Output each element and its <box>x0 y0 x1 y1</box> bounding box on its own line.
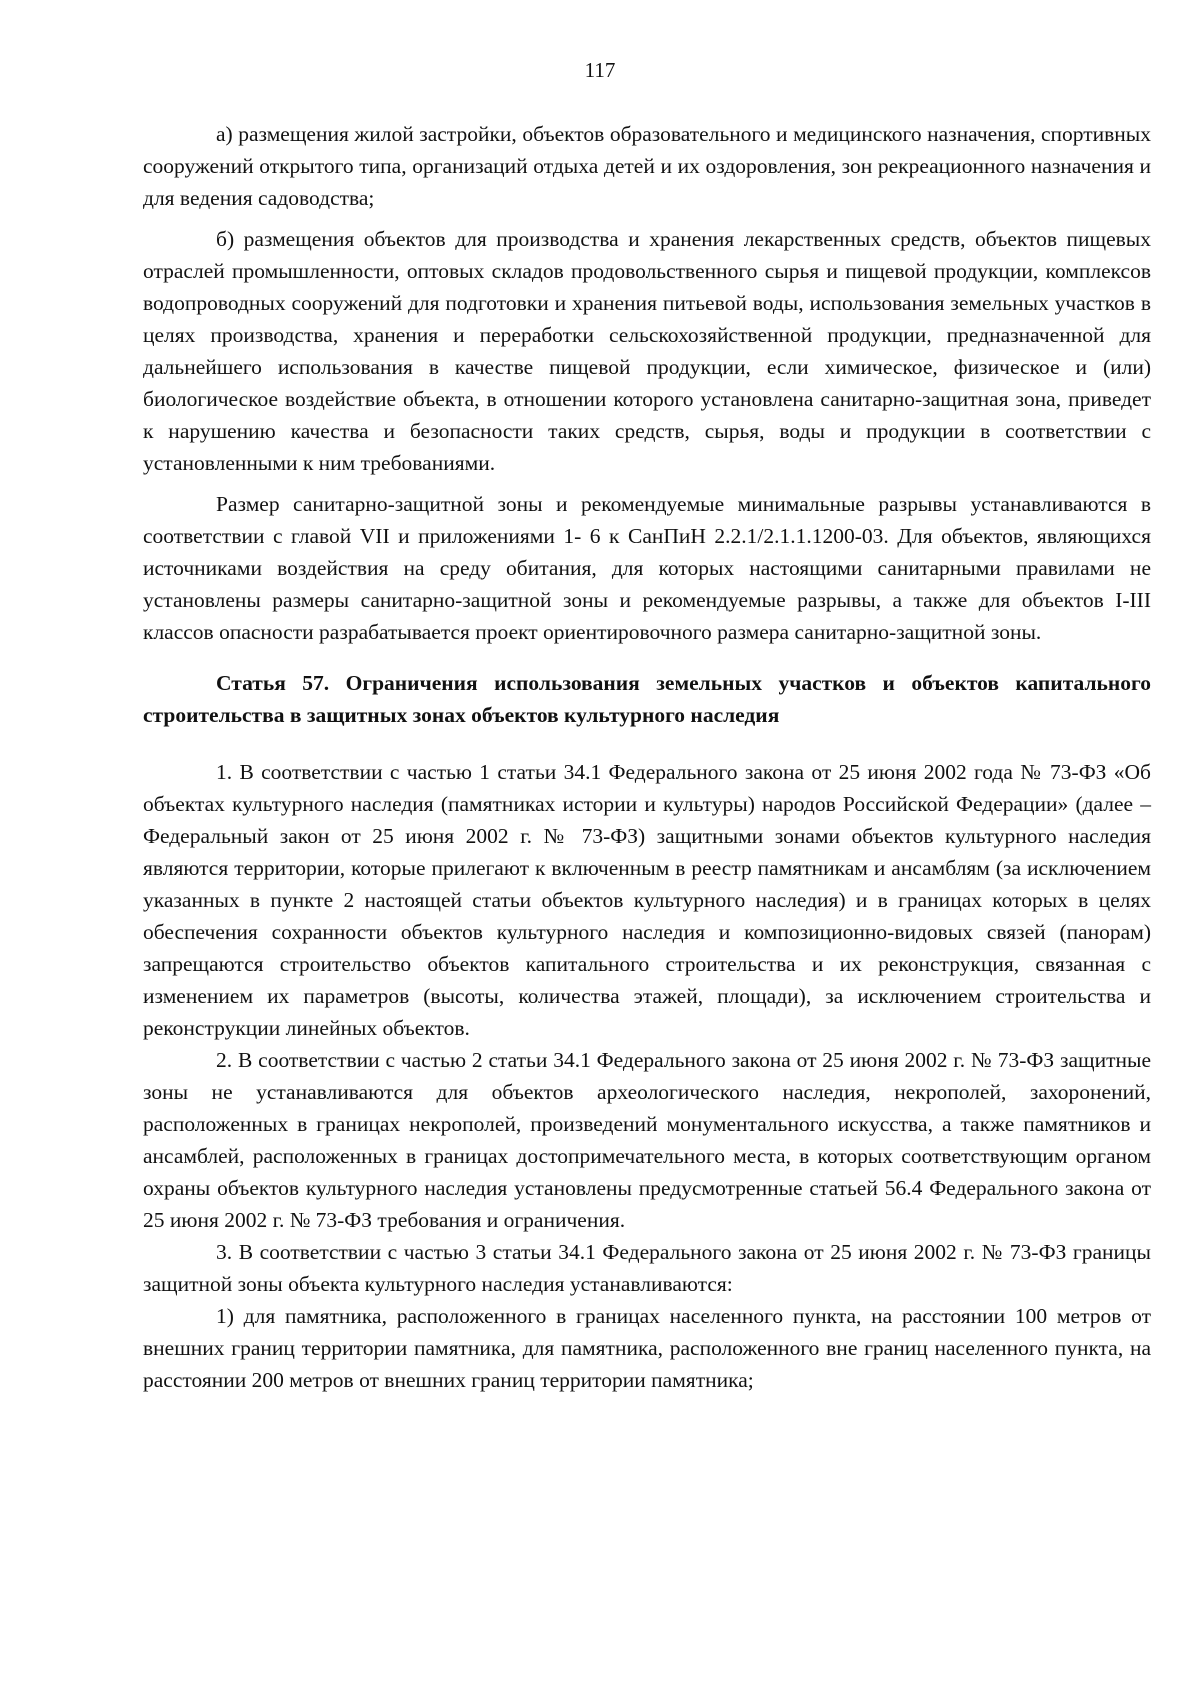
article-57-clause-3-subitem-1: 1) для памятника, расположенного в границах населенного пункта, на расстоянии 100 метров от внешних границ территории памятника, для памятника, расположенного вне границ населенного пункта, на расстоянии 200 метров от внешних границ территории памятника; <box>143 1304 1151 1392</box>
article-57-clause-2: 2. В соответствии с частью 2 статьи 34.1 Федерального закона от 25 июня 2002 г. № 73-ФЗ защитные зоны не устанавливаются для объектов археологического наследия, некрополей, захоронений, расположенных в границах некрополей, произведений монументального искусства, а также памятников и ансамблей, расположенных в границах достопримечательного места, в которых соответствующим органом охраны объектов культурного наследия установлены предусмотренные статьей 56.4 Федерального закона от 25 июня 2002 г. № 73-ФЗ требования и ограничения. <box>143 1048 1151 1232</box>
article-57-clause-3: 3. В соответствии с частью 3 статьи 34.1 Федерального закона от 25 июня 2002 г. № 73-ФЗ границы защитной зоны объекта культурного наследия устанавливаются: <box>143 1240 1151 1296</box>
page-number: 117 <box>584 58 616 82</box>
article-57-heading: Статья 57. Ограничения использования земельных участков и объектов капитального строительства в защитных зонах объектов культурного наследия <box>143 671 1151 727</box>
paragraph-a: а) размещения жилой застройки, объектов образовательного и медицинского назначения, спортивных сооружений открытого типа, организаций отдыха детей и их оздоровления, зон рекреационного назначения и для ведения садоводства; <box>143 122 1151 210</box>
document-body <box>143 118 1151 1396</box>
paragraph-sanitary-zone-size: Размер санитарно-защитной зоны и рекомендуемые минимальные разрывы устанавливаются в соответствии с главой VII и приложениями 1- 6 к СанПиН 2.2.1/2.1.1.1200-03. Для объектов, являющихся источниками воздействия на среду обитания, для которых настоящими санитарными правилами не установлены размеры санитарно-защитной зоны и рекомендуемые разрывы, а также для объектов I-III классов опасности разрабатывается проект ориентировочного размера санитарно-защитной зоны. <box>143 492 1151 644</box>
article-57-clause-1: 1. В соответствии с частью 1 статьи 34.1 Федерального закона от 25 июня 2002 года № 73-ФЗ «Об объектах культурного наследия (памятниках истории и культуры) народов Российской Федерации» (далее – Федеральный закон от 25 июня 2002 г. № 73-ФЗ) защитными зонами объектов культурного наследия являются территории, которые прилегают к включенным в реестр памятникам и ансамблям (за исключением указанных в пункте 2 настоящей статьи объектов культурного наследия) и в границах которых в целях обеспечения сохранности объектов культурного наследия и композиционно-видовых связей (панорам) запрещаются строительство объектов капитального строительства и их реконструкция, связанная с изменением их параметров (высоты, количества этажей, площади), за исключением строительства и реконструкции линейных объектов. <box>143 760 1151 1040</box>
paragraph-b: б) размещения объектов для производства и хранения лекарственных средств, объектов пищевых отраслей промышленности, оптовых складов продовольственного сырья и пищевой продукции, комплексов водопроводных сооружений для подготовки и хранения питьевой воды, использования земельных участков в целях производства, хранения и переработки сельскохозяйственной продукции, предназначенной для дальнейшего использования в качестве пищевой продукции, если химическое, физическое и (или) биологическое воздействие объекта, в отношении которого установлена санитарно-защитная зона, приведет к нарушению качества и безопасности таких средств, сырья, воды и продукции в соответствии с установленными к ним требованиями. <box>143 227 1151 475</box>
